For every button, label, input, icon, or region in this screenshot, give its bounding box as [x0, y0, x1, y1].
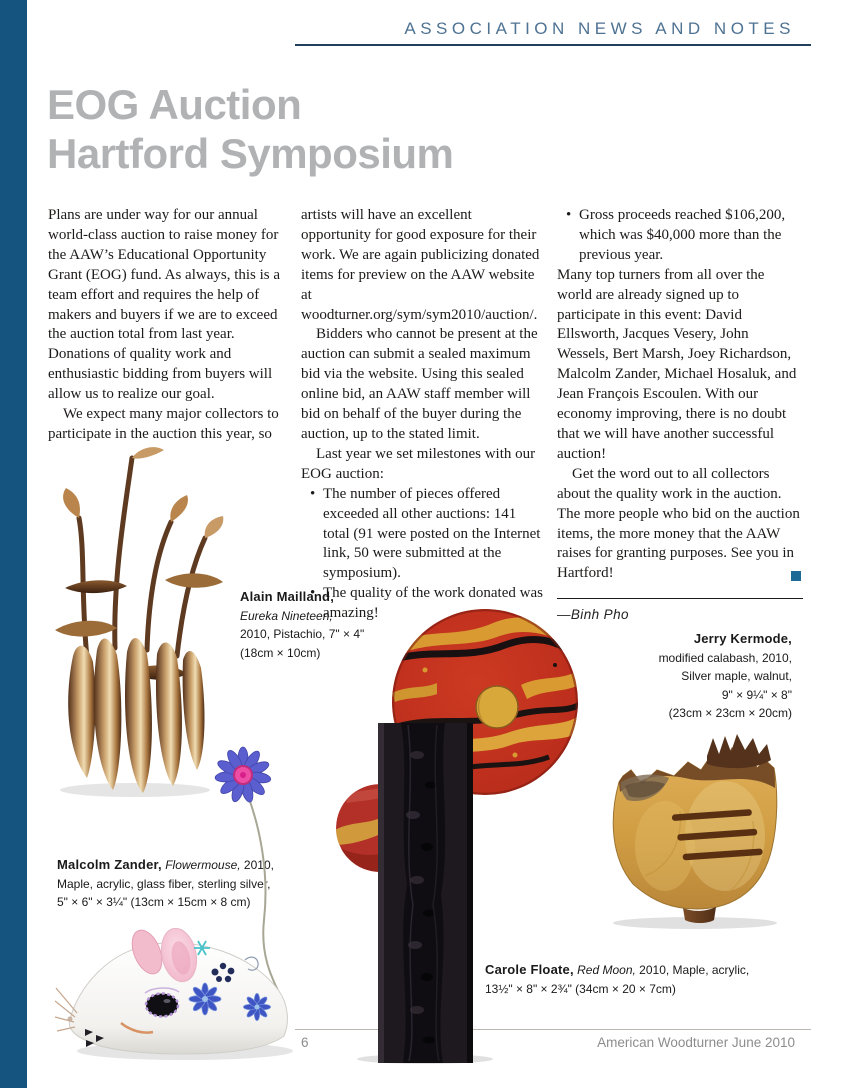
author-signature: —Binh Pho: [557, 607, 629, 623]
artist-name: Malcolm Zander,: [57, 857, 162, 872]
caption-line: Maple, acrylic, glass fiber, sterling silver,: [57, 876, 271, 891]
paragraph: Many top turners from all over the world are already signed up to participate in this event: David Ellsworth, Jacques Vesery, John Wessels, Bert Marsh, Joey Richardson, Malcolm Zander, Michael Hosaluk, and Jean François Escoulen. With our economy improving, there is no doubt that we will have another successful auction!: [557, 266, 797, 462]
end-of-article-marker: [791, 571, 801, 581]
caption-line: 5" × 6" × 3¼" (13cm × 15cm × 8 cm): [57, 895, 251, 909]
artist-name: Jerry Kermode,: [693, 631, 792, 646]
caption-line: 13½" × 8" × 2¾" (34cm × 20 × 7cm): [485, 981, 676, 996]
caption-line: (18cm × 10cm): [240, 645, 321, 660]
artwork-title: Flowermouse,: [165, 858, 241, 872]
left-blue-accent-bar: [0, 0, 27, 1088]
artwork-kermode-photo: [595, 726, 795, 931]
paragraph: Bidders who cannot be present at the auction can submit a sealed maximum bid via the website. Using this sealed online bid, an AAW staff member will bid on behalf of the buyer during the auction, up to the stated limit.: [301, 326, 538, 442]
caption-line: 2010, Pistachio, 7" × 4": [240, 627, 365, 641]
section-header: ASSOCIATION NEWS AND NOTES: [404, 19, 795, 38]
page-title-line2: Hartford Symposium: [47, 130, 454, 177]
article-column-2: [301, 206, 544, 624]
artwork-floate-photo: [305, 595, 580, 1065]
caption-line: modified calabash, 2010,: [658, 650, 792, 665]
artwork-mailland-photo: [35, 438, 235, 798]
bullet-item: • The quality of the work donated was amazing!: [301, 584, 544, 624]
article-column-1: [48, 206, 291, 445]
bullet-item: • The number of pieces offered exceeded all other auctions: 141 total (91 were posted on the Internet link, 50 were submitted at the symposium).: [301, 485, 544, 585]
page-title-line1: EOG Auction: [47, 81, 302, 128]
paragraph: Last year we set milestones with our EOG auction:: [301, 445, 536, 482]
bullet-item: • Gross proceeds reached $106,200, which was $40,000 more than the previous year.: [557, 206, 803, 266]
paragraph: We expect many major collectors to participate in the auction this year, so: [48, 406, 279, 442]
page-title: [47, 80, 453, 178]
header-rule: [295, 44, 811, 46]
footer-journal-name: American Woodturner June 2010: [597, 1035, 795, 1050]
caption-line: 2010,: [243, 858, 274, 872]
paragraph: artists will have an excellent opportunity for good exposure for their work. We are again publicizing donated items for preview on the AAW website at woodturner.org/sym/sym2010/auction/.: [301, 207, 540, 323]
page-number: 6: [301, 1035, 309, 1050]
caption-line: (23cm × 23cm × 20cm): [668, 706, 792, 720]
signature-rule: [557, 598, 803, 599]
bullet-list: [557, 206, 803, 266]
artist-name: Alain Mailland,: [240, 589, 335, 604]
artwork-title: Red Moon,: [577, 963, 636, 977]
article-column-3: [557, 206, 803, 625]
caption-line: 2010, Maple, acrylic,: [639, 963, 750, 977]
paragraph: Plans are under way for our annual world-class auction to raise money for the AAW’s Educational Opportunity Grant (EOG) fund. As always, this is a team effort and requires the help of makers and buyers if we are to exceed the auction total from last year. Donations of quality work and enthusiastic bidding from buyers will allow us to realize our goal.: [48, 207, 281, 403]
artwork-title: Eureka Nineteen,: [240, 608, 333, 623]
caption-line: 9" × 9¼" × 8": [721, 687, 792, 702]
paragraph-text: Get the word out to all collectors about the quality work in the auction. The more people who bid on the auction items, the more money that the AAW raises for granting purposes. See you in Hartford!: [557, 465, 800, 582]
paragraph: [557, 465, 803, 584]
artist-name: Carole Floate,: [485, 962, 574, 977]
caption-line: Silver maple, walnut,: [681, 669, 792, 683]
caption-kermode: [602, 630, 792, 723]
artwork-zander-photo: [55, 745, 315, 1065]
